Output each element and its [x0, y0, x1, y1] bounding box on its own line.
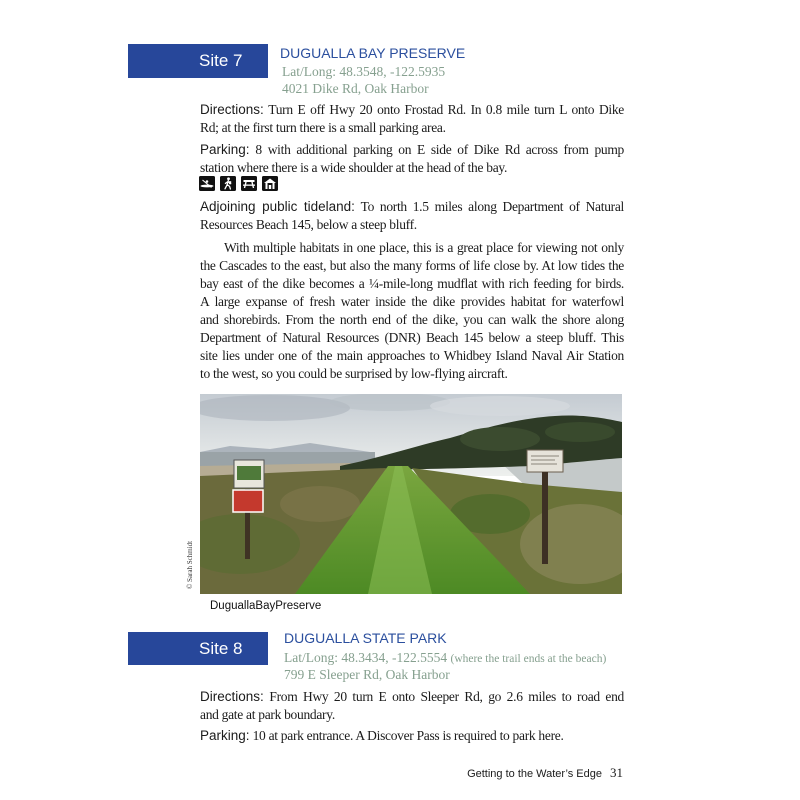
page-footer	[467, 765, 623, 782]
site-8-parking	[200, 727, 624, 745]
description-line: A large expanse of fresh water inside the dike provides habitat for waterfowl	[200, 294, 624, 309]
site-8-address: 799 E Sleeper Rd, Oak Harbor	[284, 667, 450, 682]
directions-label: Directions:	[200, 102, 264, 117]
tideland-line	[200, 198, 624, 216]
picnic-table-icon	[241, 176, 257, 191]
directions-text: Turn E off Hwy 20 onto Frostad Rd. In 0.8 mile turn L onto Dike	[268, 102, 624, 117]
directions-text: From Hwy 20 turn E onto Sleeper Rd, go 2.6 miles to road end	[269, 689, 625, 704]
tideland-text: To north 1.5 miles along Department of Natural	[360, 199, 624, 214]
parking-line	[200, 727, 624, 745]
tideland-line: Resources Beach 145, below a steep bluff.	[200, 217, 417, 232]
site-7-directions	[200, 101, 624, 137]
description-line: and shorebirds. From the north end of the dike, you can walk the shore along	[200, 312, 624, 327]
description-line: With multiple habitats in one place, this is a great place for viewing not only	[224, 240, 624, 255]
photo-cloud	[430, 396, 570, 416]
site-8-badge	[128, 632, 268, 665]
directions-line: and gate at park boundary.	[200, 707, 335, 722]
site-8-badge-label: Site 8	[199, 638, 243, 658]
photo-caption: DuguallaBayPreserve	[210, 600, 322, 612]
page-number: 31	[610, 765, 623, 780]
photo-sign-left-top-panel	[237, 466, 261, 480]
description-line: the Cascades to the east, but also the many forms of life close by. At low tides the	[200, 258, 624, 273]
description-line: Department of Natural Resources (DNR) Beach 145 below a steep bluff. This	[200, 330, 624, 345]
site-8-directions	[200, 688, 624, 724]
site-7-badge	[128, 44, 268, 78]
dugualla-bay-photo	[200, 394, 622, 594]
site-8-latlong-value: Lat/Long: 48.3434, -122.5554	[284, 650, 448, 665]
photo-trees	[460, 427, 540, 451]
site-7-tideland	[200, 198, 624, 234]
photo-credit: © Sarah Schmidt	[186, 540, 194, 590]
parking-text: 10 at park entrance. A Discover Pass is required to park here.	[252, 728, 564, 743]
parking-line	[200, 141, 624, 159]
parking-line: station where there is a wide shoulder at the head of the bay.	[200, 160, 508, 175]
photo-sign-left-red	[233, 490, 263, 512]
parking-label: Parking:	[200, 142, 250, 157]
kayak-icon	[199, 176, 215, 191]
description-line: bay east of the dike becomes a ¼-mile-long mudflat with rich feeding for birds.	[200, 276, 624, 291]
tideland-label: Adjoining public tideland:	[200, 199, 355, 214]
parking-label: Parking:	[200, 728, 250, 743]
site-7-badge-label: Site 7	[199, 51, 243, 70]
directions-label: Directions:	[200, 689, 264, 704]
site-7-parking	[200, 141, 624, 177]
directions-line: Rd; at the first turn there is a small parking area.	[200, 120, 446, 135]
directions-line	[200, 688, 624, 706]
amenity-icons	[199, 176, 278, 191]
site-7-latlong: Lat/Long: 48.3548, -122.5935	[282, 64, 446, 79]
photo-trees	[545, 422, 615, 442]
site-7-description	[200, 239, 624, 383]
parking-text: 8 with additional parking on E side of Dike Rd across from pump	[255, 142, 624, 157]
site-7-address: 4021 Dike Rd, Oak Harbor	[282, 81, 429, 96]
hiking-icon	[220, 176, 236, 191]
photo-bush	[280, 486, 360, 522]
directions-line	[200, 101, 624, 119]
site-8-latlong-note: (where the trail ends at the beach)	[450, 653, 607, 665]
photo-sign-post-right	[542, 472, 548, 564]
description-line: site lies under one of the main approaches to Whidbey Island Naval Air Station	[200, 348, 624, 363]
shelter-icon	[262, 176, 278, 191]
photo-sign-right	[527, 450, 563, 472]
site-8-title: DUGUALLA STATE PARK	[284, 630, 447, 646]
description-line: to the west, so you could be surprised by low-flying aircraft.	[200, 366, 508, 381]
site-7-title: DUGUALLA BAY PRESERVE	[280, 45, 466, 61]
running-title: Getting to the Water’s Edge	[467, 768, 602, 780]
